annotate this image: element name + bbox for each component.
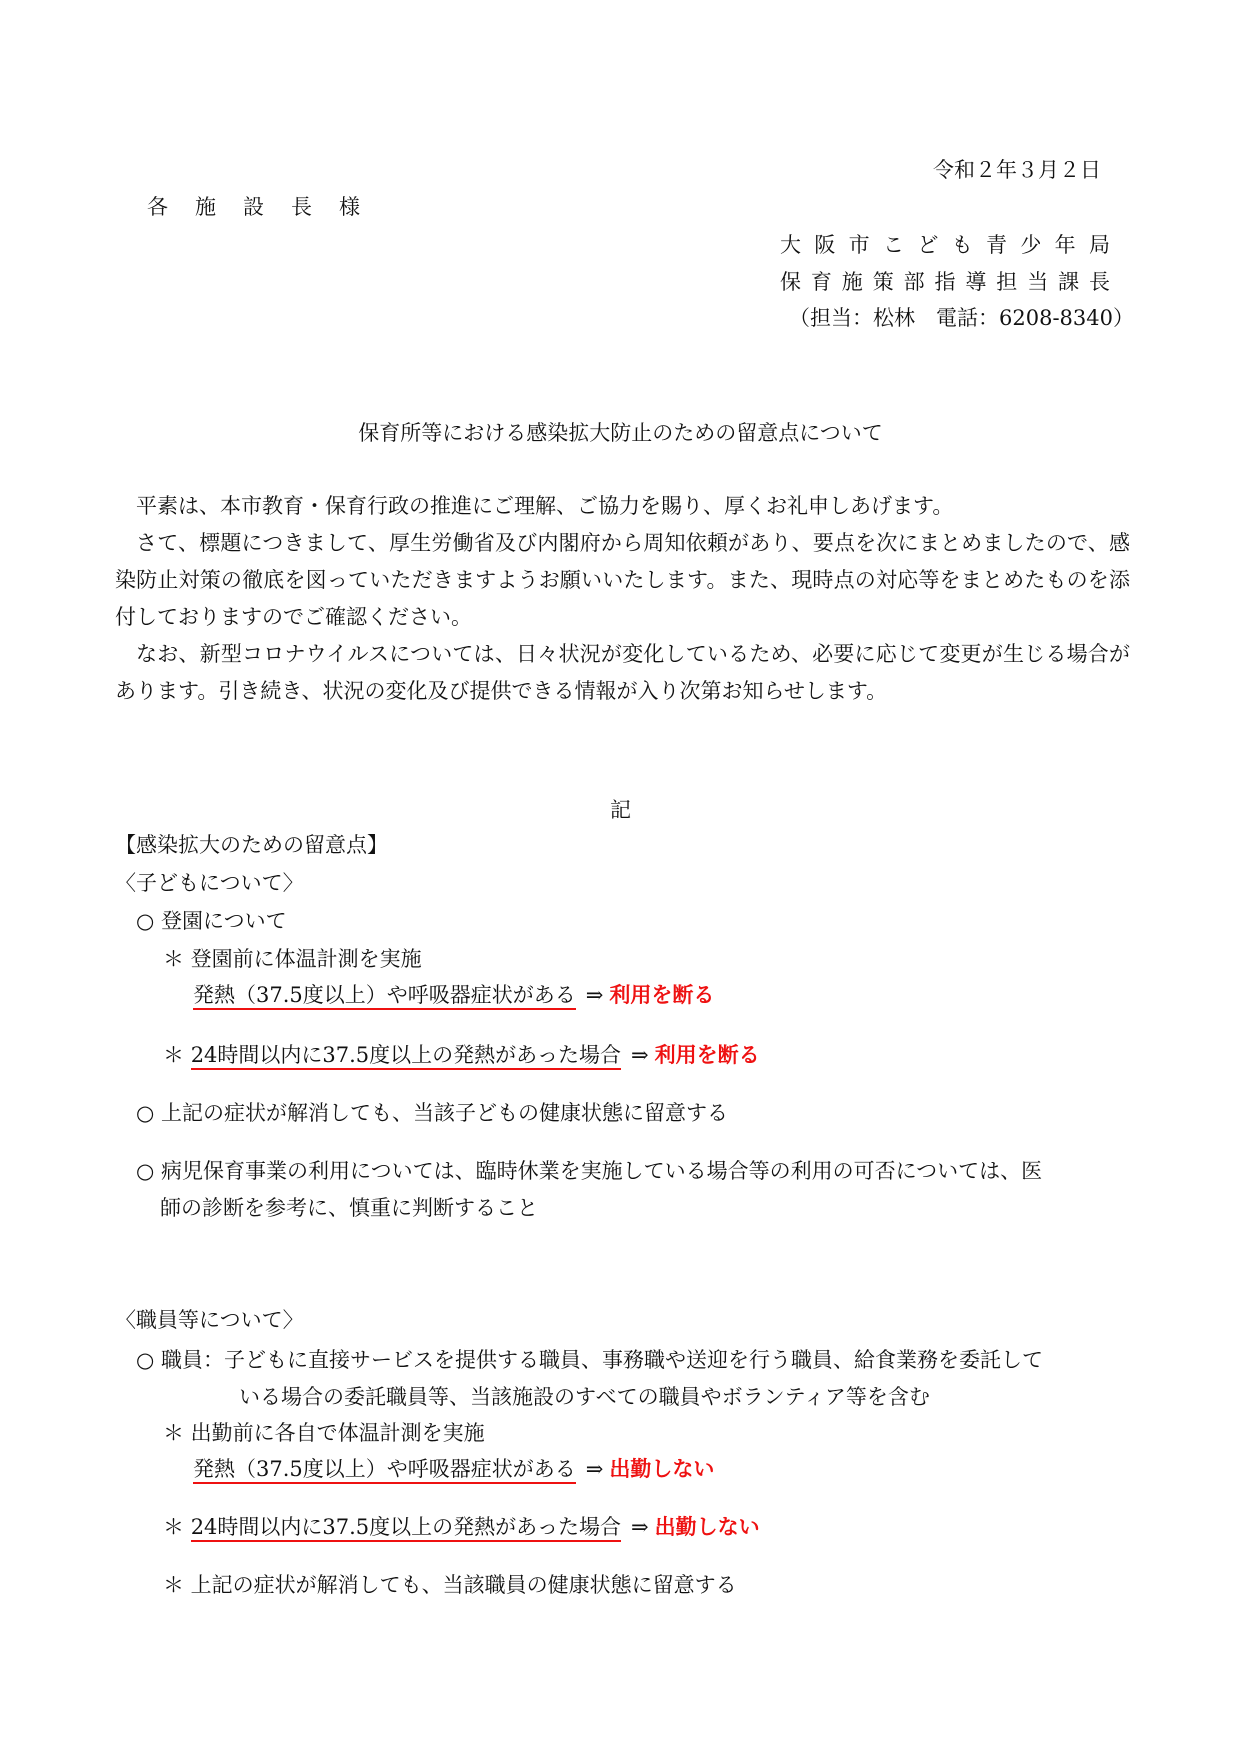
staff-heading: 〈職員等について〉 [115,1308,304,1332]
staff-condition-24h: 24時間以内に37.5度以上の発熱があった場合 [191,1515,621,1542]
attendance-bullet: ○ 登園について [136,909,287,933]
staff-definition-line: ○ 職員：子どもに直接サービスを提供する職員、事務職や送迎を行う職員、給食業務を委託して [136,1348,1043,1372]
body-paragraph: さて、標題につきまして、厚生労働省及び内閣府から周知依頼があり、要点を次にまとめましたので、感染防止対策の徹底を図っていただきますようお願いいたします。また、現時点の対応等をまとめたものを添付しておりますのでご確認ください。 [115,531,1130,629]
staff-definition-line: いる場合の委託職員等、当該施設のすべての職員やボランティア等を含む [239,1385,930,1409]
sender-title: 保育施策部指導担当課長 [780,270,1110,294]
arrow-icon: ⇒ [630,1515,649,1539]
addressee: 各施設長様 [147,195,387,219]
ki-marker: 記 [610,798,631,822]
section-heading: 【感染拡大のための留意点】 [115,833,388,857]
sick-childcare-line: 師の診断を参考に、慎重に判断すること [160,1196,538,1220]
contact-info: （担当：松林 電話：6208-8340） [789,306,1134,330]
children-item-temperature: ＊ 登園前に体温計測を実施 [163,947,422,971]
sick-childcare-line: ○ 病児保育事業の利用については、臨時休業を実施している場合等の利用の可否については、医 [136,1159,1043,1183]
document-date: 令和２年３月２日 [933,158,1101,182]
arrow-icon: ⇒ [585,1457,604,1481]
asterisk-icon: ＊ [163,1043,184,1067]
arrow-icon: ⇒ [585,983,604,1007]
staff-item-condition-row [193,1454,714,1484]
children-condition-fever: 発熱（37.5度以上）や呼吸器症状がある [193,983,576,1010]
staff-condition-fever: 発熱（37.5度以上）や呼吸器症状がある [193,1457,576,1484]
asterisk-icon: ＊ [163,1515,184,1539]
staff-item-24h-row [163,1512,760,1542]
children-heading: 〈子どもについて〉 [115,871,304,895]
document-title: 保育所等における感染拡大防止のための留意点について [358,421,883,445]
children-item-condition-row [193,980,714,1010]
children-health-bullet: ○ 上記の症状が解消しても、当該子どもの健康状態に留意する [136,1101,728,1125]
body-paragraph: なお、新型コロナウイルスについては、日々状況が変化しているため、必要に応じて変更が生じる場合があります。引き続き、状況の変化及び提供できる情報が入り次第お知らせします。 [115,642,1130,703]
children-condition-24h: 24時間以内に37.5度以上の発熱があった場合 [191,1043,621,1070]
children-item-24h-row [163,1040,760,1070]
staff-item-temperature: ＊ 出勤前に各自で体温計測を実施 [163,1421,485,1445]
sick-childcare-bullet [136,1153,1126,1227]
sender-organization: 大阪市こども青少年局 [780,233,1110,257]
children-action-refuse: 利用を断る [654,1043,760,1067]
arrow-icon: ⇒ [630,1043,649,1067]
children-action-refuse: 利用を断る [609,983,715,1007]
body-text [115,488,1130,710]
staff-action-no-work: 出勤しない [609,1457,715,1481]
staff-definition [136,1342,1136,1416]
staff-action-no-work: 出勤しない [654,1515,760,1539]
body-paragraph: 平素は、本市教育・保育行政の推進にご理解、ご協力を賜り、厚くお礼申しあげます。 [136,494,954,518]
staff-health-item: ＊ 上記の症状が解消しても、当該職員の健康状態に留意する [163,1573,737,1597]
